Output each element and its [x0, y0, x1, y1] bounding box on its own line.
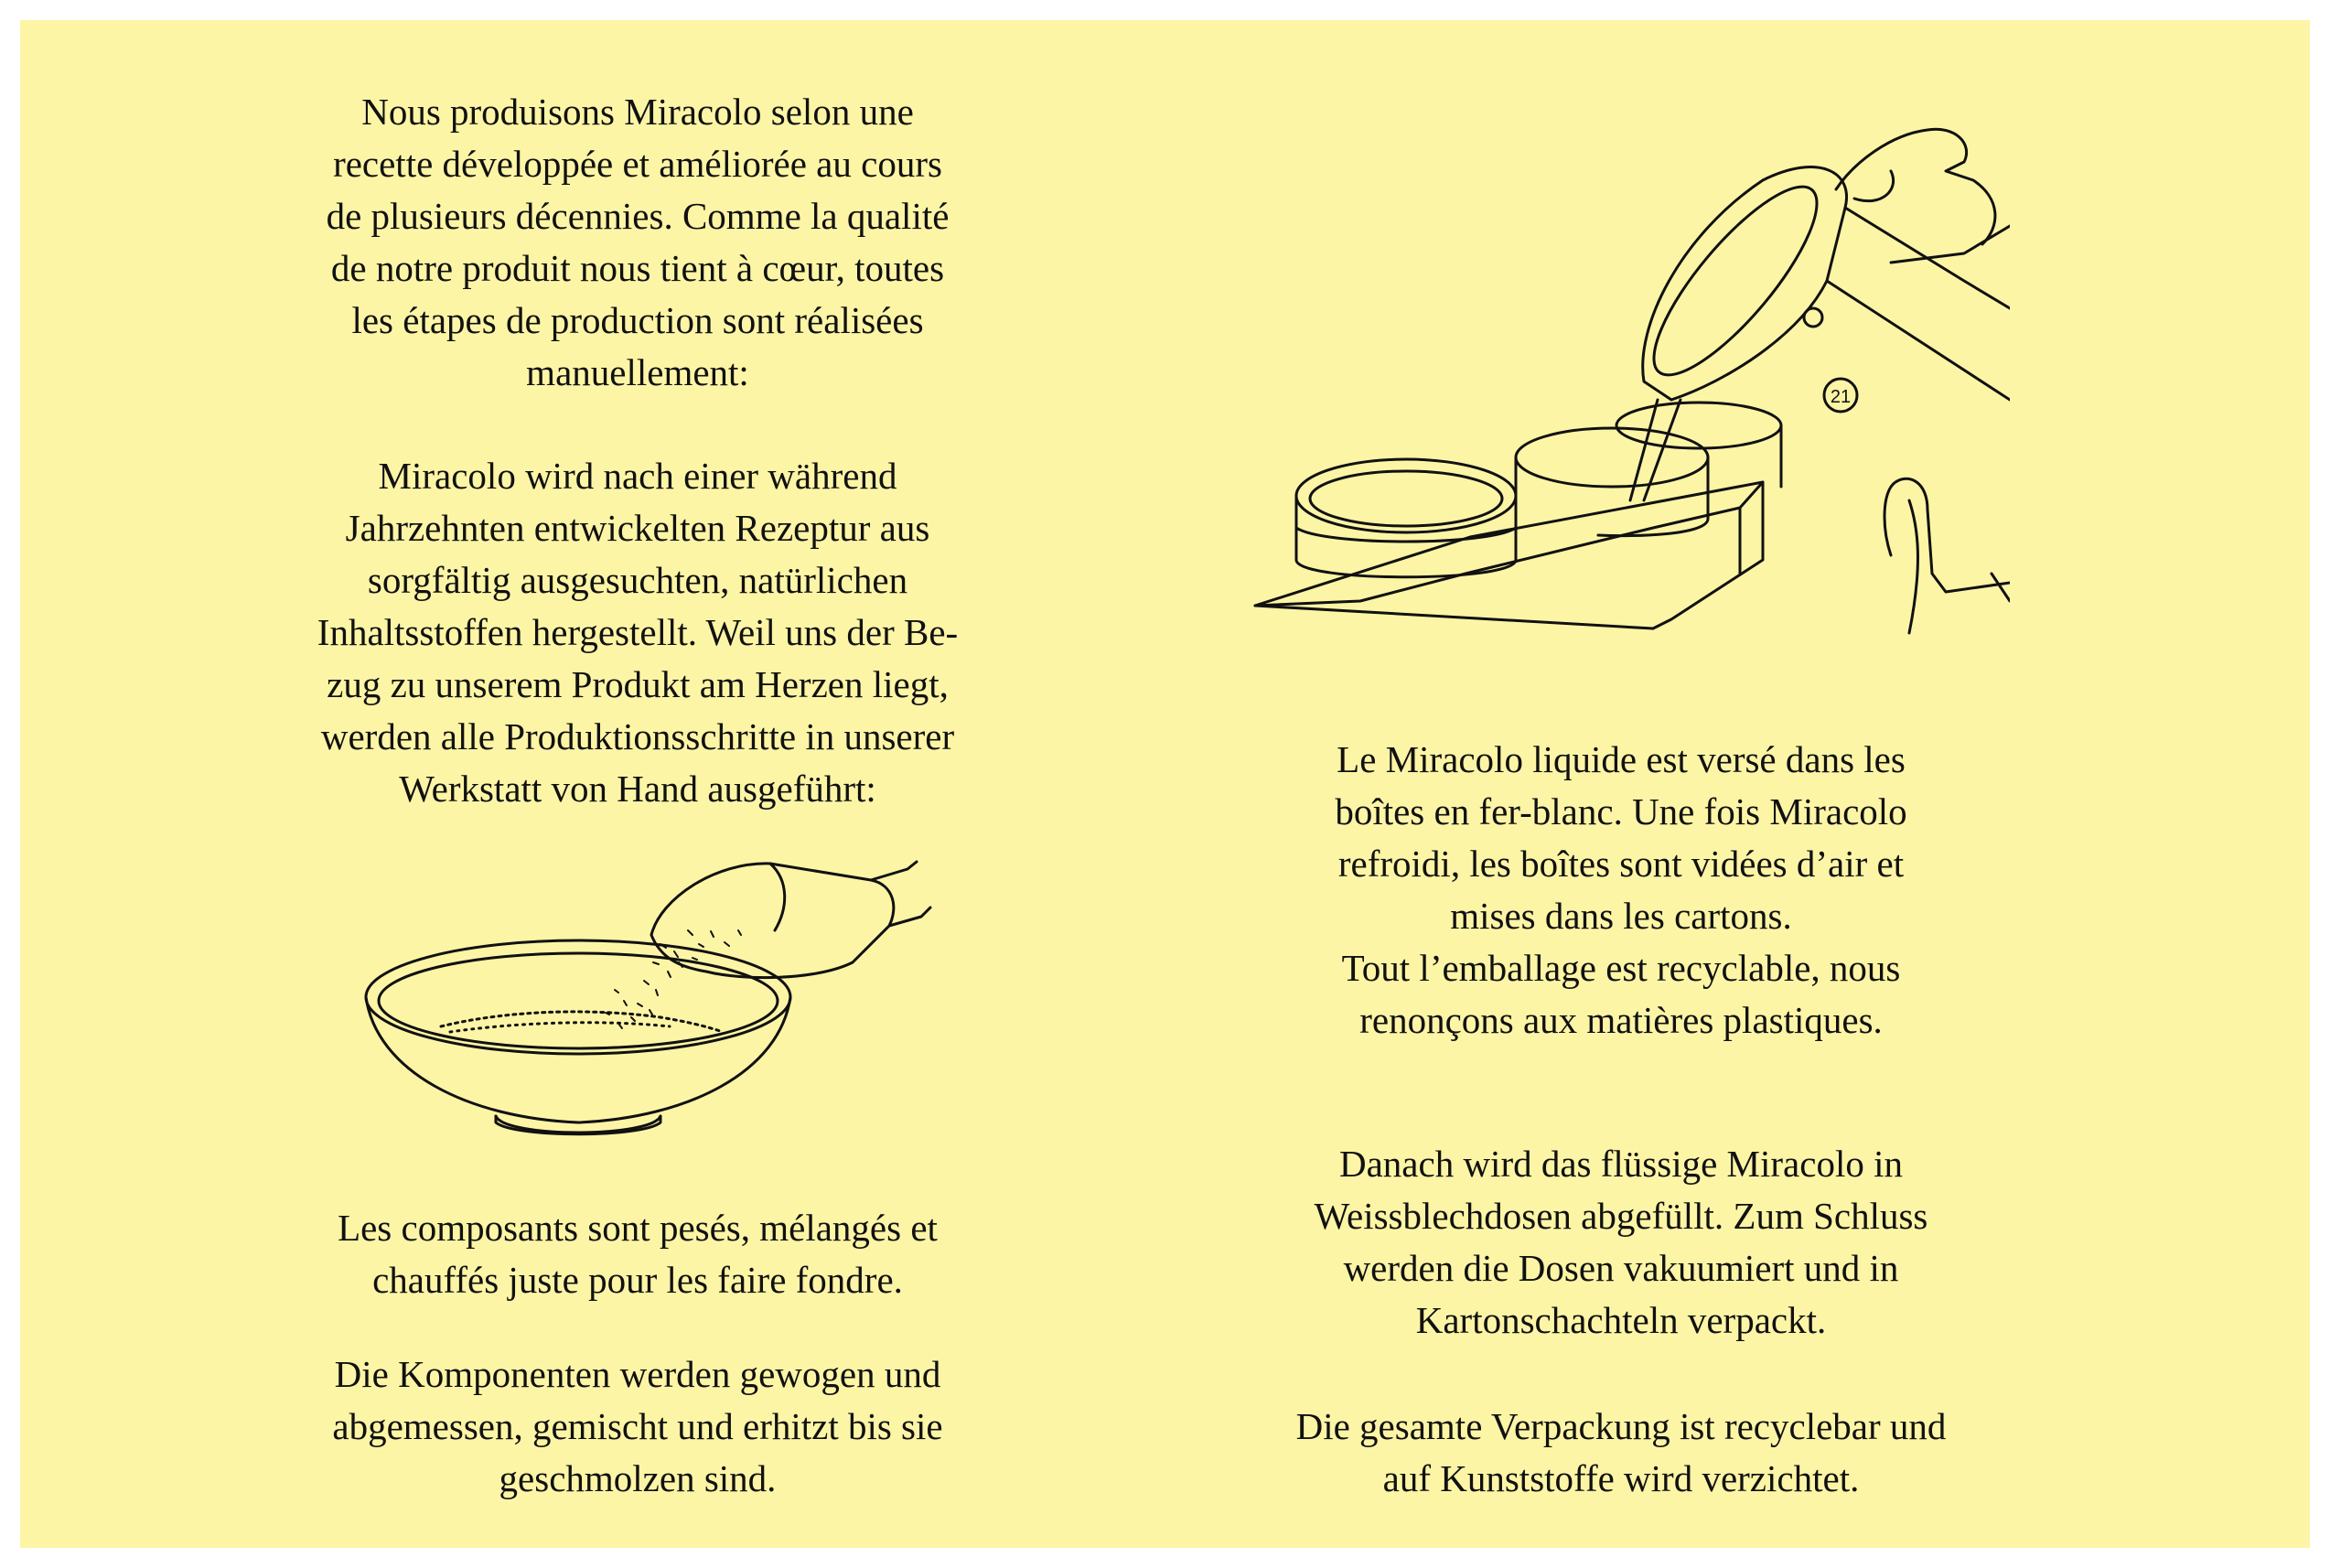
- intro-text-de: Miracolo wird nach einer während Jahrzehnten entwickelten Rezeptur aus sorgfältig ausgesuchten, natürlichen Inhaltsstoffen hergestellt. Weil uns der Be- zug zu unserem Produkt am Herzen liegt, werden alle Produktionsschritte in unserer Werkstatt von Hand ausgeführt:: [317, 455, 959, 810]
- tin-label: 21: [1830, 387, 1852, 407]
- pouring-caption-de: Danach wird das flüssige Miracolo in Weissblechdosen abgefüllt. Zum Schluss werden die Dosen vakuumiert und in Kartonschachteln verpackt.: [1314, 1143, 1928, 1341]
- intro-text-fr: Nous produisons Miracolo selon une recette développée et améliorée au cours de plusieurs décennies. Comme la qualité de notre produit nous tient à cœur, toutes les étapes de production sont réalisées manuellement:: [326, 91, 950, 393]
- recycle-text-de: Die gesamte Verpackung ist recyclebar und auf Kunststoffe wird verzichtet.: [1295, 1405, 1947, 1499]
- mixing-caption-fr: Les composants sont pesés, mélangés et chauffés juste pour les faire fondre.: [338, 1207, 938, 1301]
- bowl-scoop-icon: [359, 843, 944, 1155]
- leaflet-page: [20, 20, 2310, 1548]
- pouring-tins-icon: [1251, 98, 2010, 647]
- pouring-caption-fr: Le Miracolo liquide est versé dans les boîtes en fer-blanc. Une fois Miracolo refroidi, les boîtes sont vidées d’air et mises dans les cartons. Tout l’emballage est recyclable, nous renonçons aux matières plastiques.: [1335, 738, 1907, 1041]
- mixing-caption-de: Die Komponenten werden gewogen und abgemessen, gemischt und erhitzt bis sie geschmolzen sind.: [332, 1353, 943, 1499]
